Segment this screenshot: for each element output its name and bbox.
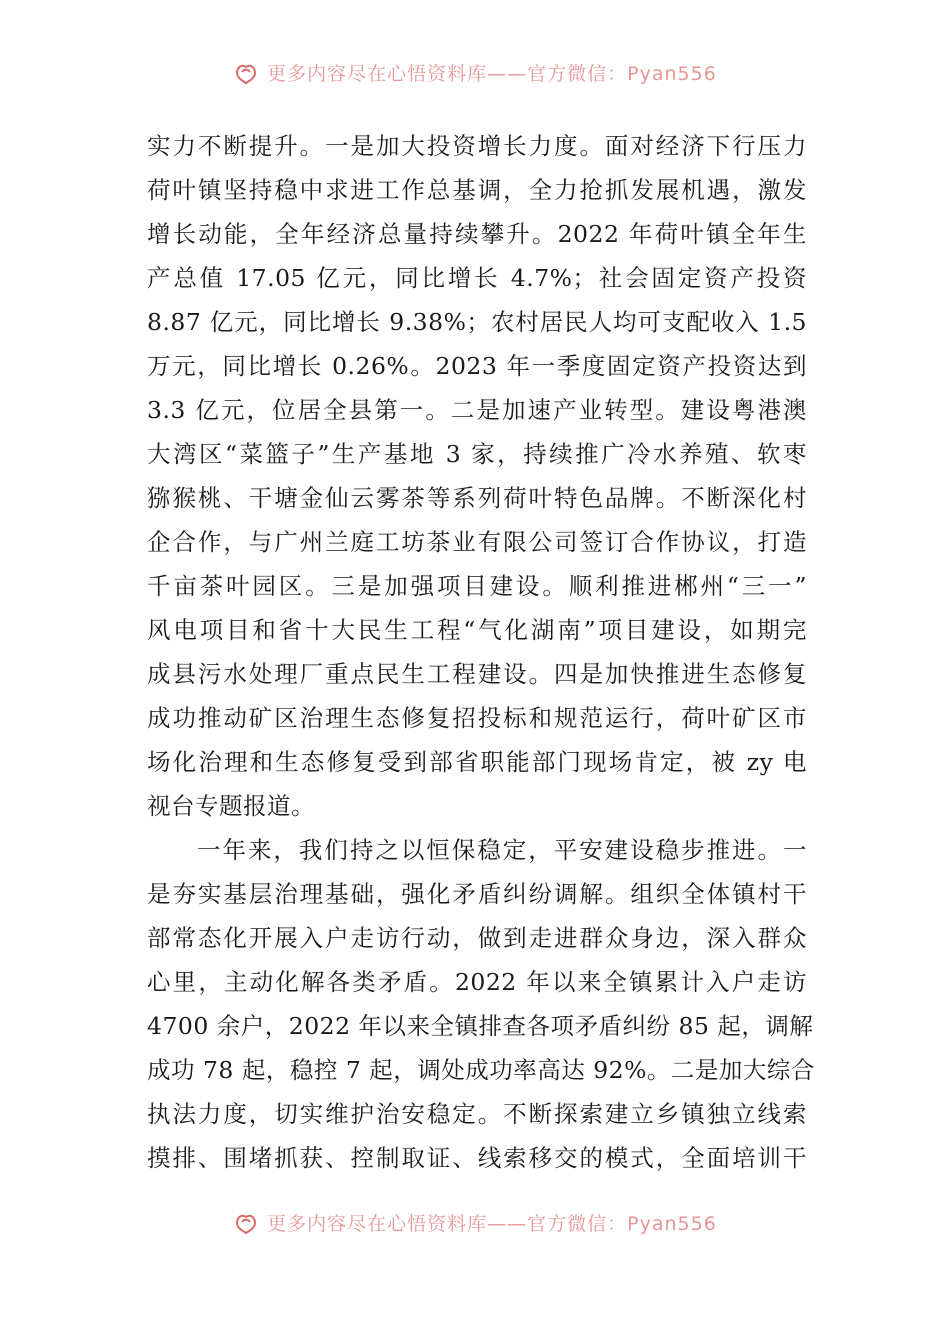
- text-line: 成功推动矿区治理生态修复招投标和规范运行，荷叶矿区市: [147, 704, 807, 732]
- watermark-text: 更多内容尽在心悟资料库——官方微信：Pyan556: [267, 62, 717, 85]
- text-line: 3.3 亿元，位居全县第一。二是加速产业转型。建设粤港澳: [147, 396, 807, 424]
- text-line: 部常态化开展入户走访行动，做到走进群众身边，深入群众: [147, 924, 807, 952]
- text-line: 8.87 亿元，同比增长 9.38%；农村居民人均可支配收入 1.5: [147, 308, 807, 336]
- header-watermark: [0, 52, 950, 92]
- paragraph-stability: [147, 828, 815, 1180]
- text-line: 实力不断提升。一是加大投资增长力度。面对经济下行压力: [147, 132, 807, 160]
- text-line: 荷叶镇坚持稳中求进工作总基调，全力抢抓发展机遇，激发: [147, 176, 807, 204]
- document-body: [147, 124, 815, 1180]
- text-line: 4700 余户，2022 年以来全镇排查各项矛盾纠纷 85 起，调解: [147, 1012, 814, 1040]
- text-line: 成县污水处理厂重点民生工程建设。四是加快推进生态修复: [147, 660, 807, 688]
- text-line: 企合作，与广州兰庭工坊茶业有限公司签订合作协议，打造: [147, 528, 807, 556]
- text-line: 产总值 17.05 亿元，同比增长 4.7%；社会固定资产投资: [147, 264, 807, 292]
- text-line: 大湾区“菜篮子”生产基地 3 家，持续推广冷水养殖、软枣: [147, 440, 807, 468]
- text-line: 风电项目和省十大民生工程“气化湖南”项目建设，如期完: [147, 616, 807, 644]
- text-line: 成功 78 起，稳控 7 起，调处成功率高达 92%。二是加大综合: [147, 1056, 815, 1084]
- watermark-logo-icon: [233, 1209, 259, 1235]
- text-line: 万元，同比增长 0.26%。2023 年一季度固定资产投资达到: [147, 352, 807, 380]
- paragraph-economy: [147, 124, 807, 828]
- text-line: 一年来，我们持之以恒保稳定，平安建设稳步推进。一: [197, 836, 807, 864]
- text-line: 猕猴桃、干塘金仙云雾茶等系列荷叶特色品牌。不断深化村: [147, 484, 807, 512]
- watermark-text: 更多内容尽在心悟资料库——官方微信：Pyan556: [267, 1212, 717, 1235]
- text-line: 心里，主动化解各类矛盾。2022 年以来全镇累计入户走访: [147, 968, 807, 996]
- text-line: 摸排、围堵抓获、控制取证、线索移交的模式，全面培训干: [147, 1144, 807, 1172]
- text-line: 千亩茶叶园区。三是加强项目建设。顺利推进郴州“三一”: [147, 572, 807, 600]
- text-line: 是夯实基层治理基础，强化矛盾纠纷调解。组织全体镇村干: [147, 880, 807, 908]
- watermark-logo-icon: [233, 59, 259, 85]
- footer-watermark: [0, 1202, 950, 1242]
- text-line: 执法力度，切实维护治安稳定。不断探索建立乡镇独立线索: [147, 1100, 807, 1128]
- text-line: 增长动能，全年经济总量持续攀升。2022 年荷叶镇全年生: [147, 220, 807, 248]
- text-line: 视台专题报道。: [147, 792, 315, 820]
- text-line: 场化治理和生态修复受到部省职能部门现场肯定，被 zy 电: [147, 748, 807, 776]
